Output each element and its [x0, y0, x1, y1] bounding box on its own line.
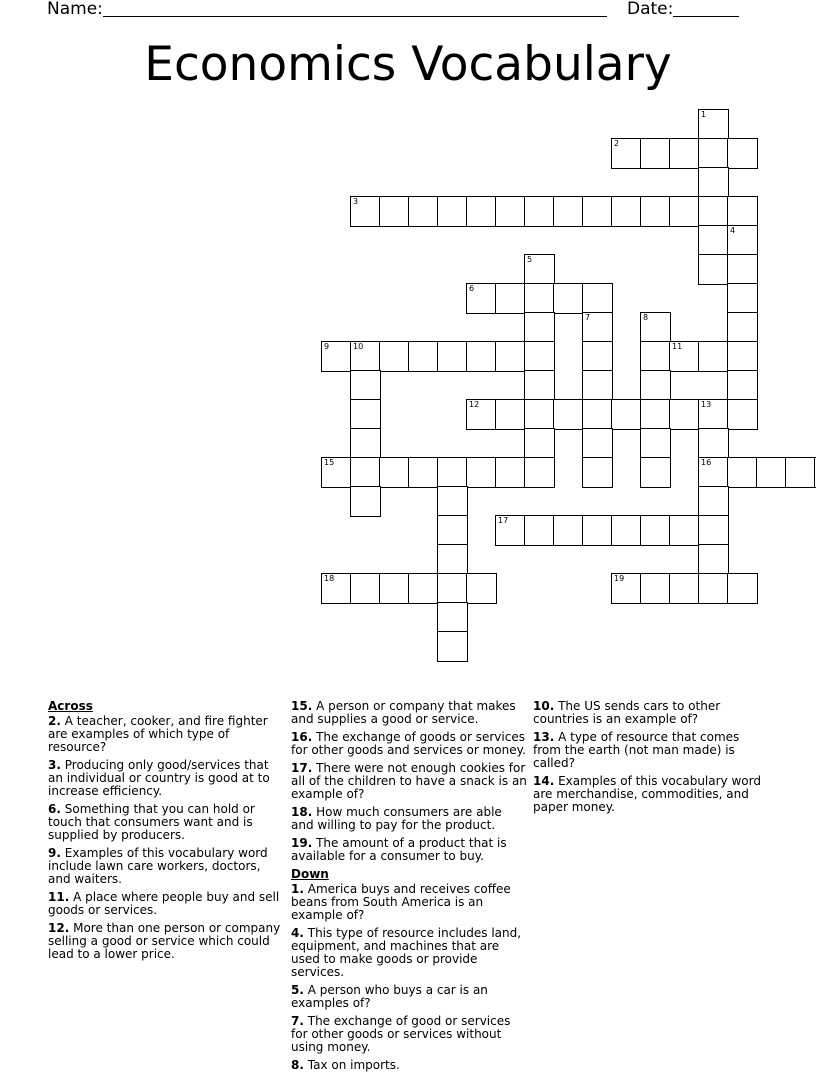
grid-cell[interactable] — [466, 283, 497, 314]
clue-item-text: Tax on imports. — [307, 1058, 400, 1072]
clue-number: 6 — [469, 284, 475, 293]
clue-item-text: A person or company that makes and supplies a good or service. — [291, 699, 516, 726]
clue-item-number: 8. — [291, 1058, 304, 1072]
clue-item — [48, 803, 284, 842]
grid-cell[interactable] — [582, 457, 613, 488]
grid-cell[interactable] — [350, 428, 381, 459]
grid-cell[interactable] — [698, 399, 729, 430]
grid-cell[interactable] — [437, 196, 468, 227]
clue-item-number: 11. — [48, 890, 70, 904]
grid-cell[interactable] — [379, 573, 410, 604]
clue-item-text: Examples of this vocabulary word include lawn care workers, doctors, and waiters. — [48, 846, 268, 886]
clue-item-text: A place where people buy and sell goods or services. — [48, 890, 280, 917]
grid-cell[interactable] — [756, 457, 787, 488]
clue-item-number: 13. — [533, 730, 555, 744]
grid-cell[interactable] — [727, 573, 758, 604]
grid-cell[interactable] — [727, 254, 758, 285]
date-label: Date: — [627, 0, 674, 19]
grid-cell[interactable] — [524, 341, 555, 372]
clue-number: 13 — [701, 400, 712, 409]
grid-cell[interactable] — [437, 544, 468, 575]
grid-cell[interactable] — [640, 428, 671, 459]
clue-number: 3 — [353, 197, 359, 206]
grid-cell[interactable] — [582, 196, 613, 227]
grid-cell[interactable] — [524, 399, 555, 430]
grid-cell[interactable] — [582, 283, 613, 314]
clue-number: 18 — [324, 574, 335, 583]
grid-cell[interactable] — [350, 457, 381, 488]
grid-cell[interactable] — [408, 196, 439, 227]
grid-cell[interactable] — [350, 399, 381, 430]
clue-item — [291, 837, 527, 863]
clue-number: 15 — [324, 458, 335, 467]
clue-item-text: Examples of this vocabulary word are merchandise, commodities, and paper money. — [533, 774, 761, 814]
grid-cell[interactable] — [379, 341, 410, 372]
clue-item-number: 19. — [291, 836, 313, 850]
clue-item-number: 17. — [291, 761, 313, 775]
clue-item-number: 18. — [291, 805, 313, 819]
grid-cell[interactable] — [698, 109, 729, 140]
grid-cell[interactable] — [640, 573, 671, 604]
grid-cell[interactable] — [669, 196, 700, 227]
clue-item-text: A person who buys a car is an examples of? — [291, 983, 488, 1010]
grid-cell[interactable] — [553, 283, 584, 314]
grid-cell[interactable] — [669, 573, 700, 604]
clue-item-text: How much consumers are able and willing to pay for the product. — [291, 805, 502, 832]
clue-number: 8 — [643, 313, 649, 322]
grid-cell[interactable] — [727, 399, 758, 430]
clue-item — [533, 775, 769, 814]
clue-number: 1 — [701, 110, 707, 119]
clue-number: 16 — [701, 458, 712, 467]
grid-cell[interactable] — [727, 283, 758, 314]
grid-cell[interactable] — [437, 515, 468, 546]
clue-number: 12 — [469, 400, 480, 409]
grid-cell[interactable] — [437, 631, 468, 662]
clue-number: 7 — [585, 313, 591, 322]
clue-item-number: 3. — [48, 758, 61, 772]
clue-item-number: 5. — [291, 983, 304, 997]
grid-cell[interactable] — [437, 457, 468, 488]
clue-item-text: Something that you can hold or touch that consumers want and is supplied by producers. — [48, 802, 255, 842]
clue-column-1 — [48, 700, 284, 966]
grid-cell[interactable] — [698, 573, 729, 604]
clue-item — [48, 922, 284, 961]
name-label: Name: — [47, 0, 103, 19]
grid-cell[interactable] — [524, 283, 555, 314]
grid-cell[interactable] — [582, 370, 613, 401]
grid-cell[interactable] — [727, 196, 758, 227]
clue-item-text: The US sends cars to other countries is an example of? — [533, 699, 721, 726]
clue-item — [291, 984, 527, 1010]
grid-cell[interactable] — [698, 515, 729, 546]
clue-item — [291, 1015, 527, 1054]
grid-cell[interactable] — [379, 457, 410, 488]
grid-cell[interactable] — [350, 196, 381, 227]
grid-cell[interactable] — [466, 573, 497, 604]
grid-cell[interactable] — [495, 515, 526, 546]
clue-item-number: 12. — [48, 921, 70, 935]
grid-cell[interactable] — [669, 399, 700, 430]
grid-cell[interactable] — [698, 486, 729, 517]
clue-number: 9 — [324, 342, 330, 351]
clue-section-heading: Across — [48, 699, 93, 713]
clue-number: 4 — [730, 226, 736, 235]
grid-cell[interactable] — [524, 515, 555, 546]
page-title: Economics Vocabulary — [144, 37, 672, 92]
grid-cell[interactable] — [698, 138, 729, 169]
clue-item — [48, 759, 284, 798]
clue-item-text: America buys and receives coffee beans from South America is an example of? — [291, 882, 511, 922]
grid-cell[interactable] — [611, 515, 642, 546]
grid-cell[interactable] — [437, 602, 468, 633]
grid-cell[interactable] — [524, 312, 555, 343]
clue-item — [291, 1059, 527, 1072]
grid-cell[interactable] — [698, 196, 729, 227]
grid-cell[interactable] — [669, 341, 700, 372]
clue-item — [291, 806, 527, 832]
clue-number: 11 — [672, 342, 683, 351]
grid-cell[interactable] — [698, 225, 729, 256]
grid-cell[interactable] — [524, 370, 555, 401]
grid-cell[interactable] — [495, 399, 526, 430]
clue-item-text: More than one person or company selling a good or service which could lead to a lower price. — [48, 921, 281, 961]
clue-item — [48, 847, 284, 886]
grid-cell[interactable] — [727, 457, 758, 488]
grid-cell[interactable] — [350, 370, 381, 401]
grid-cell[interactable] — [640, 515, 671, 546]
clue-item — [291, 883, 527, 922]
clue-number: 10 — [353, 342, 364, 351]
clue-item-text: Producing only good/services that an individual or country is good at to increase efficiency. — [48, 758, 270, 798]
grid-cell[interactable] — [640, 138, 671, 169]
grid-cell[interactable] — [698, 428, 729, 459]
grid-cell[interactable] — [524, 196, 555, 227]
grid-cell[interactable] — [698, 167, 729, 198]
grid-cell[interactable] — [727, 225, 758, 256]
clue-item — [291, 762, 527, 801]
grid-cell[interactable] — [698, 254, 729, 285]
grid-cell[interactable] — [524, 428, 555, 459]
grid-cell[interactable] — [408, 573, 439, 604]
grid-cell[interactable] — [698, 457, 729, 488]
grid-cell[interactable] — [437, 341, 468, 372]
grid-cell[interactable] — [321, 573, 352, 604]
clue-number: 2 — [614, 139, 620, 148]
clue-item — [291, 731, 527, 757]
clue-item — [48, 891, 284, 917]
grid-cell[interactable] — [611, 196, 642, 227]
clue-item — [533, 731, 769, 770]
grid-cell[interactable] — [727, 341, 758, 372]
grid-cell[interactable] — [582, 399, 613, 430]
grid-cell[interactable] — [495, 196, 526, 227]
grid-cell[interactable] — [582, 312, 613, 343]
clue-number: 17 — [498, 516, 509, 525]
clue-item-number: 6. — [48, 802, 61, 816]
grid-cell[interactable] — [495, 341, 526, 372]
grid-cell[interactable] — [524, 254, 555, 285]
grid-cell[interactable] — [524, 457, 555, 488]
grid-cell[interactable] — [669, 138, 700, 169]
grid-cell[interactable] — [640, 370, 671, 401]
grid-cell[interactable] — [785, 457, 816, 488]
clue-number: 19 — [614, 574, 625, 583]
clue-item — [48, 715, 284, 754]
clue-item-number: 16. — [291, 730, 313, 744]
clue-item-number: 14. — [533, 774, 555, 788]
clue-item — [533, 700, 769, 726]
clue-item-number: 1. — [291, 882, 304, 896]
grid-cell[interactable] — [698, 341, 729, 372]
grid-cell[interactable] — [408, 341, 439, 372]
grid-cell[interactable] — [640, 341, 671, 372]
grid-cell[interactable] — [321, 457, 352, 488]
grid-cell[interactable] — [611, 399, 642, 430]
clue-item-text: The exchange of good or services for other goods or services without using money. — [291, 1014, 511, 1054]
grid-cell[interactable] — [437, 486, 468, 517]
clue-item — [291, 700, 527, 726]
grid-cell[interactable] — [466, 196, 497, 227]
grid-cell[interactable] — [350, 573, 381, 604]
clue-item-text: The amount of a product that is available for a consumer to buy. — [291, 836, 507, 863]
clue-section-heading: Down — [291, 867, 329, 881]
grid-cell[interactable] — [727, 138, 758, 169]
grid-cell[interactable] — [466, 457, 497, 488]
grid-cell[interactable] — [437, 573, 468, 604]
grid-cell[interactable] — [408, 457, 439, 488]
grid-cell[interactable] — [466, 399, 497, 430]
grid-cell[interactable] — [553, 196, 584, 227]
clue-column-2 — [291, 700, 527, 1077]
clue-item-number: 7. — [291, 1014, 304, 1028]
clue-item-text: The exchange of goods or services for other goods and services or money. — [291, 730, 526, 757]
clue-item-number: 2. — [48, 714, 61, 728]
grid-cell[interactable] — [582, 428, 613, 459]
clue-item-number: 15. — [291, 699, 313, 713]
grid-cell[interactable] — [379, 196, 410, 227]
grid-cell[interactable] — [727, 370, 758, 401]
grid-cell[interactable] — [611, 138, 642, 169]
clue-column-3 — [533, 700, 769, 819]
grid-cell[interactable] — [669, 515, 700, 546]
grid-cell[interactable] — [582, 515, 613, 546]
grid-cell[interactable] — [350, 486, 381, 517]
grid-cell[interactable] — [640, 457, 671, 488]
grid-cell[interactable] — [495, 457, 526, 488]
clue-item-text: A teacher, cooker, and fire fighter are examples of which type of resource? — [48, 714, 268, 754]
grid-cell[interactable] — [582, 341, 613, 372]
grid-cell[interactable] — [321, 341, 352, 372]
grid-cell[interactable] — [698, 544, 729, 575]
grid-cell[interactable] — [495, 283, 526, 314]
grid-cell[interactable] — [553, 399, 584, 430]
clue-item-number: 4. — [291, 926, 304, 940]
grid-cell[interactable] — [611, 573, 642, 604]
grid-cell[interactable] — [350, 341, 381, 372]
grid-cell[interactable] — [466, 341, 497, 372]
clue-item-number: 9. — [48, 846, 61, 860]
grid-cell[interactable] — [727, 312, 758, 343]
clue-item-text: This type of resource includes land, equipment, and machines that are used to make goods or provide services. — [291, 926, 522, 979]
clue-item-text: There were not enough cookies for all of the children to have a snack is an example of? — [291, 761, 527, 801]
grid-cell[interactable] — [640, 196, 671, 227]
clue-item-text: A type of resource that comes from the earth (not man made) is called? — [533, 730, 740, 770]
clue-item-number: 10. — [533, 699, 555, 713]
grid-cell[interactable] — [640, 312, 671, 343]
clue-item — [291, 927, 527, 979]
grid-cell[interactable] — [640, 399, 671, 430]
grid-cell[interactable] — [553, 515, 584, 546]
clue-number: 5 — [527, 255, 533, 264]
